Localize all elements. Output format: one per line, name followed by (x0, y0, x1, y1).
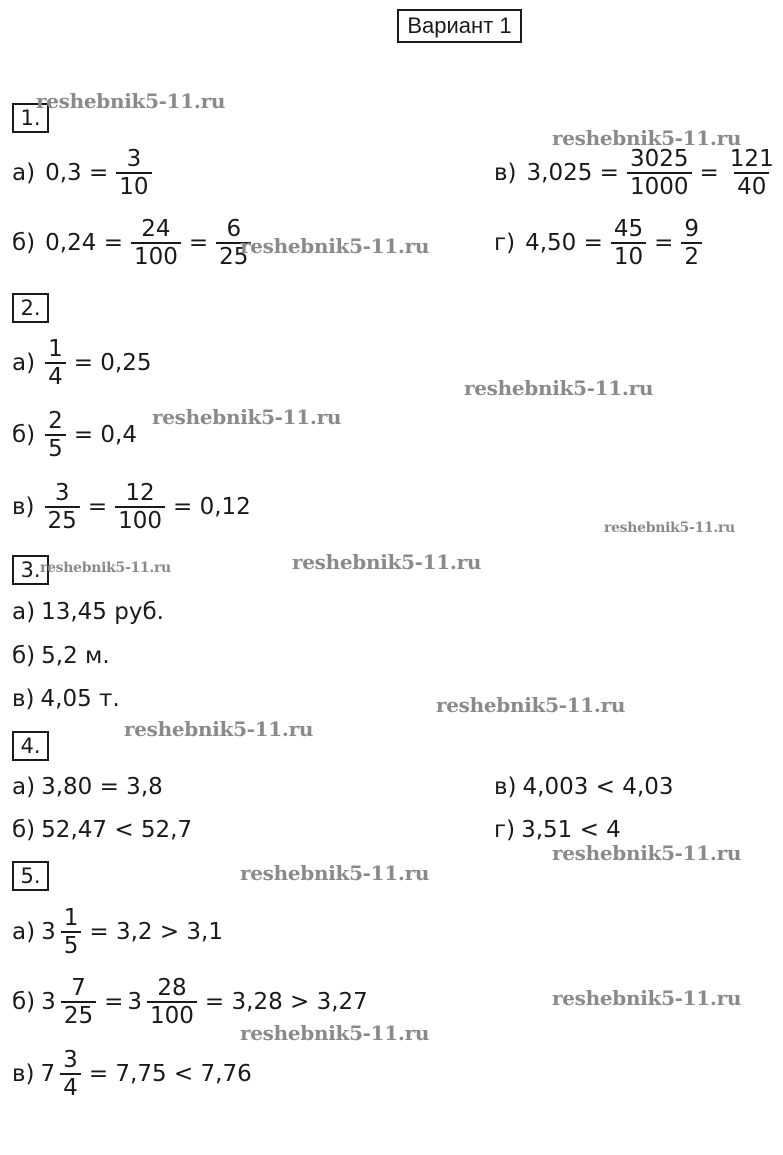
task-4-item-b (12, 817, 192, 843)
fraction (45, 480, 80, 535)
page-title: Вариант 1 (397, 9, 522, 43)
fraction (60, 1047, 81, 1102)
fraction-denominator: 1000 (627, 172, 692, 200)
task-5-item-v (12, 1047, 256, 1102)
task-3-item-a (12, 599, 164, 625)
fraction (727, 146, 777, 201)
fraction-numerator: 24 (141, 216, 171, 242)
task-4-number: 4. (12, 731, 49, 761)
fraction (61, 905, 82, 960)
item-label: г) (494, 817, 516, 843)
watermark: reshebnik5-11.ru (40, 560, 171, 576)
task-1-item-a (12, 146, 156, 201)
watermark: reshebnik5-11.ru (436, 693, 626, 717)
mixed-number (41, 1047, 85, 1102)
watermark: reshebnik5-11.ru (152, 405, 342, 429)
task-3-item-v (12, 686, 120, 712)
fraction-denominator: 4 (45, 362, 66, 390)
fraction (115, 480, 165, 535)
fraction-denominator: 25 (45, 506, 80, 534)
task-1-item-v (494, 146, 781, 201)
watermark: reshebnik5-11.ru (604, 520, 735, 536)
fraction-numerator: 3 (126, 146, 142, 172)
watermark: reshebnik5-11.ru (552, 126, 742, 150)
item-label: в) (12, 494, 35, 521)
fraction (681, 216, 702, 271)
fraction (131, 216, 181, 271)
fraction-denominator: 2 (681, 242, 702, 270)
fraction-numerator: 121 (729, 146, 774, 172)
item-text: 3,80 = 3,8 (41, 774, 163, 800)
expression-text: = 3,2 > 3,1 (89, 919, 223, 946)
item-label: б) (12, 817, 36, 843)
task-2-item-v (12, 480, 255, 535)
fraction-denominator: 5 (61, 931, 82, 959)
watermark: reshebnik5-11.ru (464, 376, 654, 400)
expression-text: 0,3 = (45, 160, 109, 187)
expression-text: = 7,75 < 7,76 (88, 1061, 252, 1088)
watermark: reshebnik5-11.ru (240, 861, 430, 885)
expression-text: = 0,25 (73, 350, 152, 377)
fraction-denominator: 100 (115, 506, 165, 534)
item-text: 5,2 м. (41, 643, 110, 669)
fraction-denominator: 100 (131, 242, 181, 270)
fraction-denominator: 25 (216, 242, 251, 270)
expression-text: = 0,12 (173, 494, 251, 521)
item-label: а) (12, 919, 36, 946)
task-5-number: 5. (12, 861, 49, 891)
item-text: 4,003 < 4,03 (522, 774, 674, 800)
task-2-item-b (12, 408, 141, 463)
item-text: 13,45 руб. (41, 599, 164, 625)
fraction-denominator: 40 (734, 172, 769, 200)
item-label: б) (12, 989, 36, 1016)
expression-text: = 0,4 (73, 422, 137, 449)
fraction (147, 975, 197, 1030)
fraction-numerator: 7 (71, 975, 86, 1001)
whole-part: 3 (127, 989, 143, 1016)
task-4-item-g (494, 817, 621, 843)
expression-text: = (104, 989, 124, 1016)
watermark: reshebnik5-11.ru (240, 1021, 430, 1045)
fraction (627, 146, 692, 201)
whole-part: 3 (41, 919, 56, 946)
item-label: в) (12, 686, 35, 712)
task-3-number: 3. (12, 555, 49, 585)
fraction-numerator: 1 (48, 336, 63, 362)
task-2-item-a (12, 336, 156, 391)
fraction-numerator: 3025 (629, 146, 689, 172)
watermark: reshebnik5-11.ru (124, 717, 314, 741)
item-label: а) (12, 599, 36, 625)
whole-part: 3 (41, 989, 56, 1016)
item-label: б) (12, 643, 36, 669)
fraction (116, 146, 151, 201)
item-label: в) (494, 774, 517, 800)
item-label: г) (494, 230, 516, 257)
item-text: 52,47 < 52,7 (41, 817, 193, 843)
expression-text: 0,24 = (45, 230, 123, 257)
fraction (611, 216, 646, 271)
fraction-denominator: 10 (116, 172, 151, 200)
item-label: в) (494, 160, 517, 187)
fraction-numerator: 3 (54, 480, 70, 506)
item-text: 4,05 т. (40, 686, 120, 712)
expression-text: = 3,28 > 3,27 (204, 989, 368, 1016)
mixed-number (41, 975, 100, 1030)
watermark: reshebnik5-11.ru (552, 841, 742, 865)
fraction-numerator: 6 (226, 216, 242, 242)
item-label: б) (12, 422, 36, 449)
task-4-item-v (494, 774, 673, 800)
task-3-item-b (12, 643, 110, 669)
item-label: а) (12, 774, 36, 800)
item-label: а) (12, 350, 36, 377)
expression-text: = (87, 494, 108, 521)
watermark: reshebnik5-11.ru (552, 986, 742, 1010)
expression-text: = (188, 230, 209, 257)
fraction-denominator: 100 (147, 1001, 197, 1029)
fraction (45, 408, 66, 463)
fraction-denominator: 5 (45, 434, 66, 462)
task-4-item-a (12, 774, 163, 800)
item-label: б) (12, 230, 36, 257)
fraction-numerator: 3 (63, 1047, 78, 1073)
fraction-numerator: 1 (63, 905, 79, 931)
item-label: в) (12, 1061, 35, 1088)
fraction-denominator: 25 (61, 1001, 96, 1029)
watermark: reshebnik5-11.ru (240, 234, 430, 258)
task-1-item-b (12, 216, 255, 271)
fraction-numerator: 28 (157, 975, 187, 1001)
fraction (45, 336, 66, 391)
fraction-denominator: 10 (611, 242, 646, 270)
item-label: а) (12, 160, 36, 187)
task-1-item-g (494, 216, 706, 271)
item-text: 3,51 < 4 (521, 817, 621, 843)
watermark: reshebnik5-11.ru (36, 89, 226, 113)
expression-text: = (699, 160, 719, 187)
task-5-item-a (12, 905, 227, 960)
fraction (61, 975, 96, 1030)
task-1-number: 1. (12, 103, 49, 133)
mixed-number (41, 905, 85, 960)
mixed-number (127, 975, 201, 1030)
task-2-number: 2. (12, 293, 49, 323)
watermark: reshebnik5-11.ru (292, 550, 482, 574)
fraction-numerator: 45 (613, 216, 644, 242)
expression-text: = (654, 230, 674, 257)
fraction-denominator: 4 (60, 1073, 81, 1101)
fraction-numerator: 12 (125, 480, 155, 506)
fraction-numerator: 9 (684, 216, 700, 242)
fraction-numerator: 2 (48, 408, 63, 434)
expression-text: 3,025 = (526, 160, 619, 187)
expression-text: 4,50 = (525, 230, 603, 257)
whole-part: 7 (40, 1061, 56, 1088)
